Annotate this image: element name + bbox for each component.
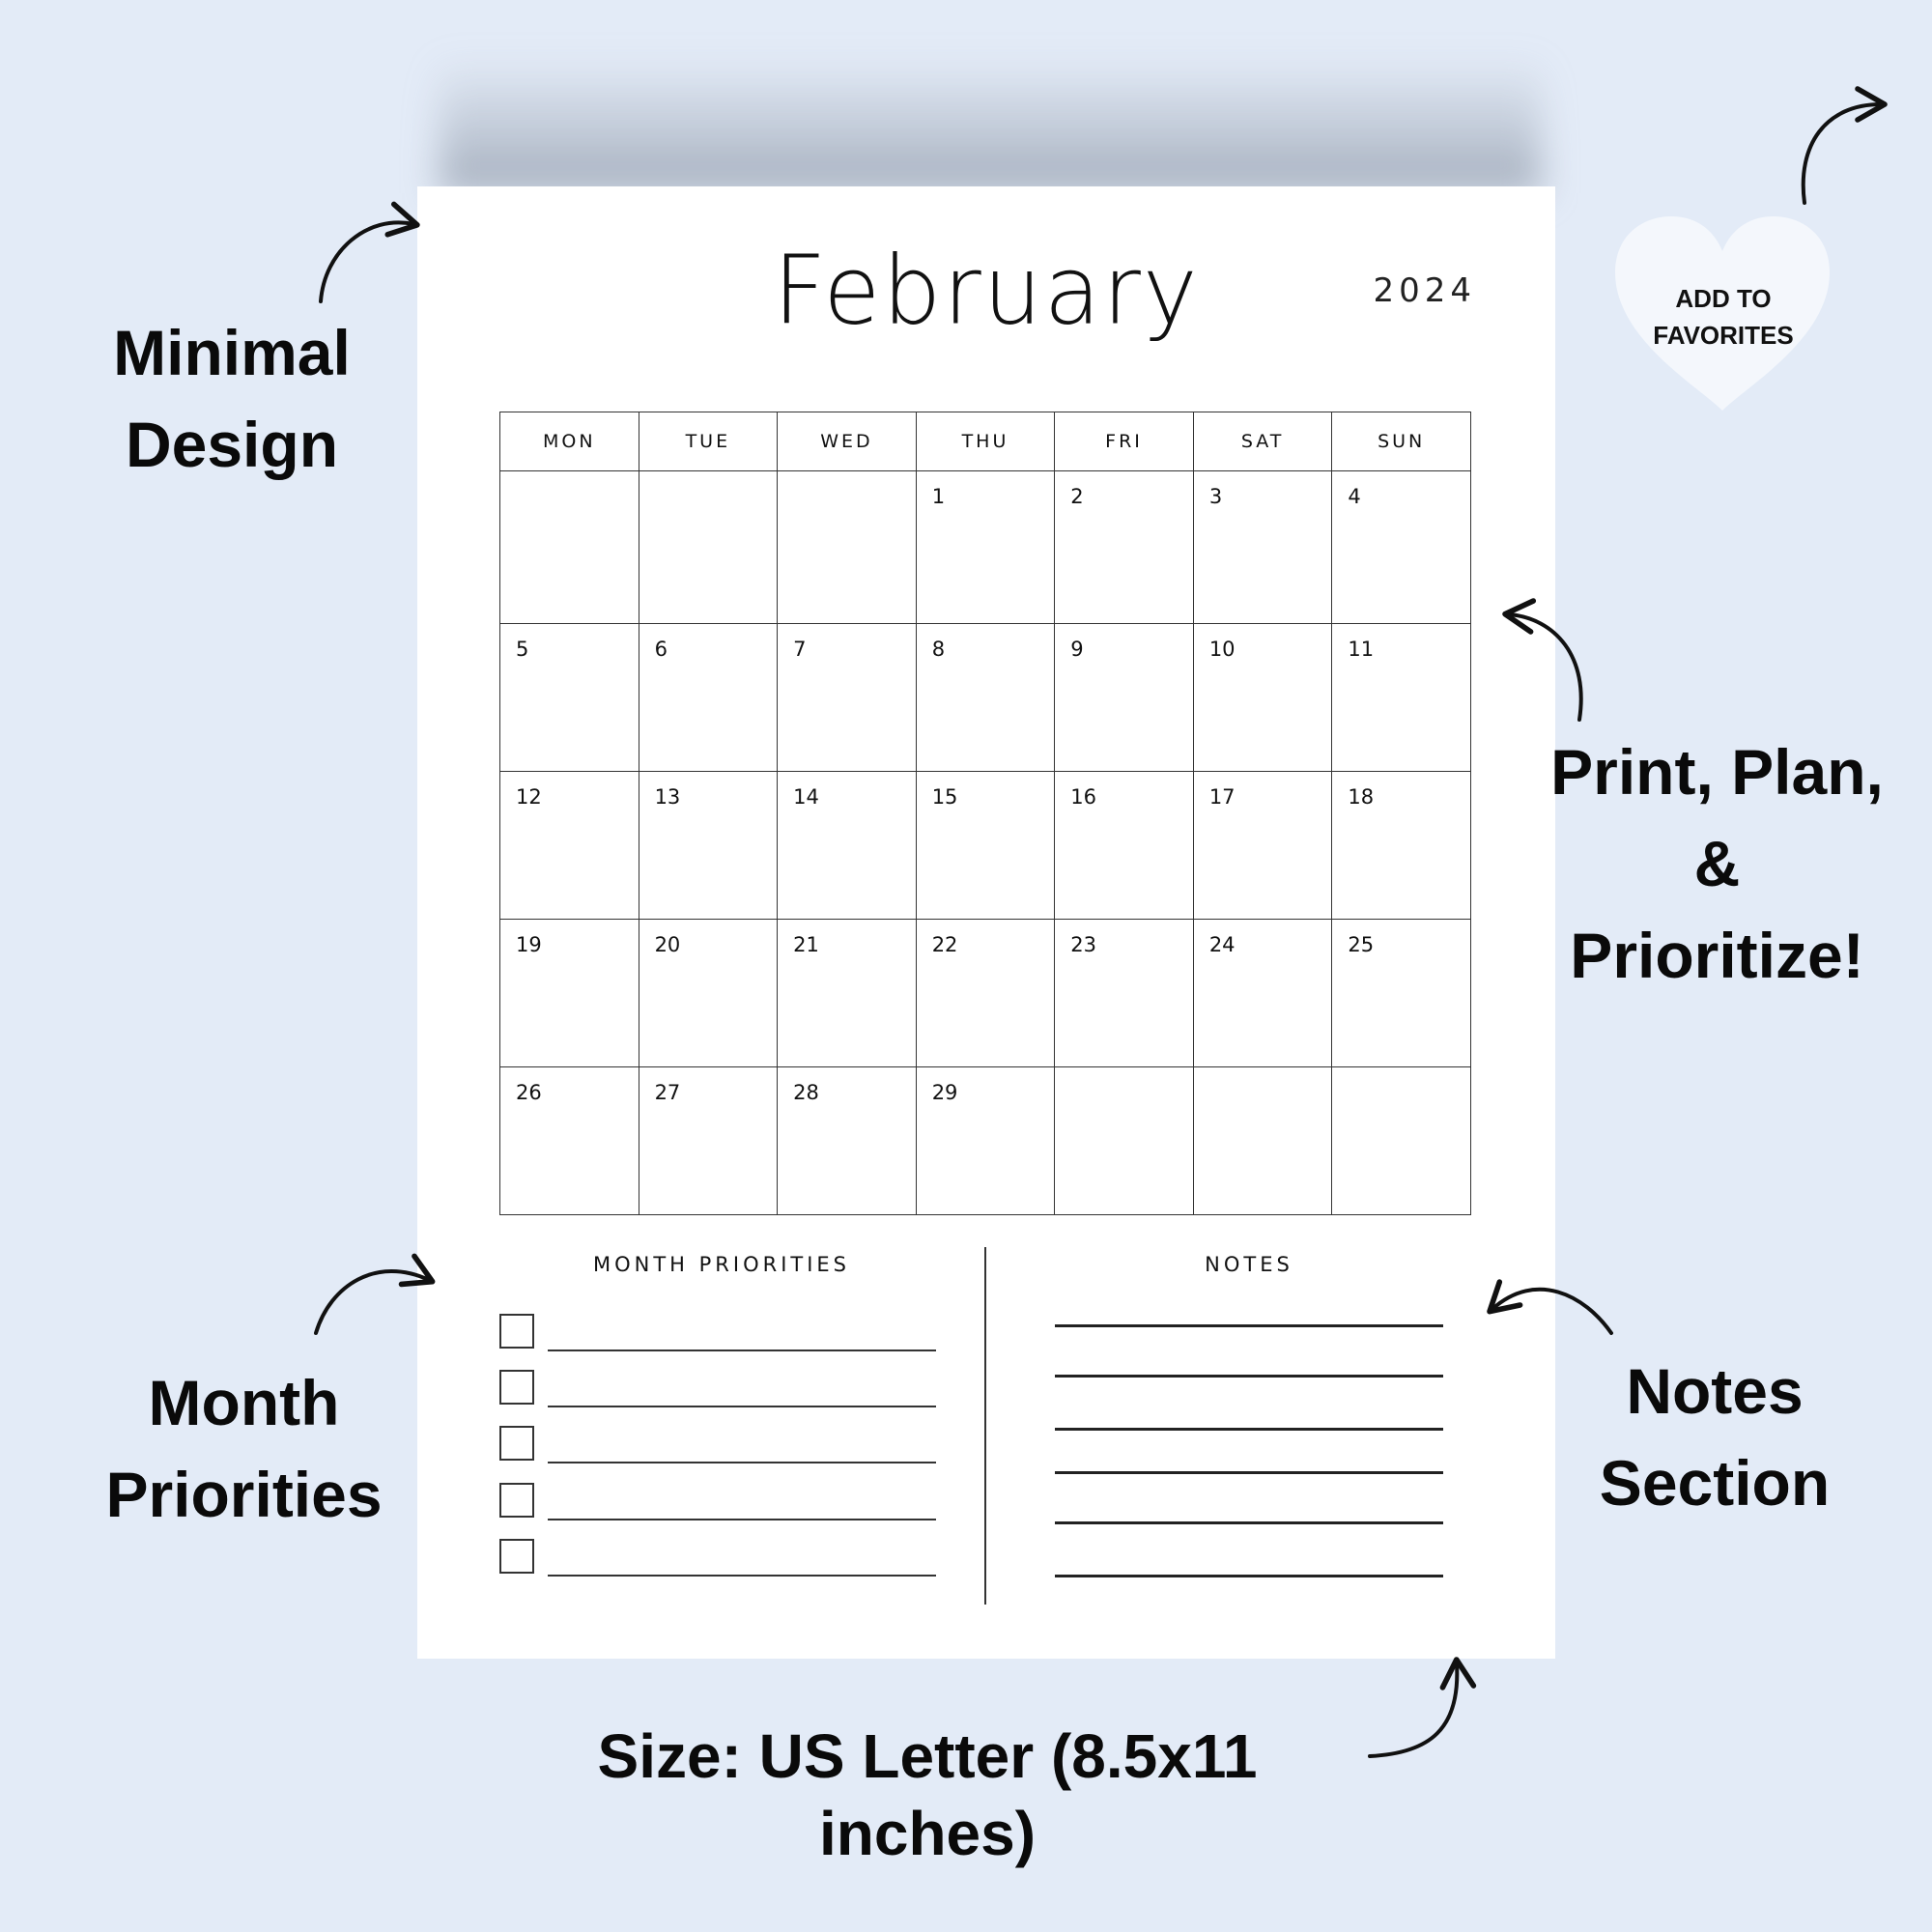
day-cell <box>1332 1067 1471 1215</box>
priority-line <box>548 1462 936 1463</box>
add-to-favorites-button[interactable] <box>1611 280 1835 354</box>
week-row <box>500 471 1471 624</box>
label-line: Design <box>125 409 339 480</box>
day-cell: 14 <box>778 772 917 920</box>
day-cell: 26 <box>500 1067 639 1215</box>
day-cell <box>778 471 917 624</box>
day-cell: 27 <box>639 1067 778 1215</box>
priority-line <box>548 1406 936 1407</box>
weekday-header: TUE <box>639 412 778 471</box>
weekday-header-row <box>500 412 1471 471</box>
day-cell: 13 <box>639 772 778 920</box>
weekday-header: FRI <box>1055 412 1194 471</box>
day-cell: 25 <box>1332 920 1471 1067</box>
arrow-month-priorities <box>316 1271 429 1333</box>
day-cell <box>1055 1067 1194 1215</box>
favorites-line: FAVORITES <box>1653 321 1794 350</box>
label-line: Notes <box>1626 1355 1804 1427</box>
week-row <box>500 772 1471 920</box>
month-title: February <box>773 235 1200 347</box>
priorities-title: MONTH PRIORITIES <box>592 1253 851 1276</box>
notes-line <box>1055 1521 1443 1524</box>
priority-item <box>499 1314 944 1352</box>
notes-line <box>1055 1324 1443 1327</box>
priority-item <box>499 1426 944 1464</box>
day-cell: 22 <box>916 920 1055 1067</box>
day-cell: 7 <box>778 624 917 772</box>
day-cell <box>500 471 639 624</box>
priority-checkbox[interactable] <box>499 1483 534 1518</box>
priority-line <box>548 1350 936 1351</box>
priority-item <box>499 1483 944 1521</box>
notes-section-label <box>1570 1346 1860 1529</box>
day-cell: 2 <box>1055 471 1194 624</box>
label-line: Prioritize! <box>1570 920 1864 991</box>
label-line: Minimal <box>113 317 351 388</box>
priority-checkbox[interactable] <box>499 1539 534 1574</box>
favorites-line: ADD TO <box>1675 284 1772 313</box>
day-cell: 28 <box>778 1067 917 1215</box>
planner-page <box>417 186 1555 1659</box>
day-cell: 24 <box>1193 920 1332 1067</box>
day-cell: 18 <box>1332 772 1471 920</box>
weekday-header: MON <box>500 412 639 471</box>
priority-line <box>548 1519 936 1520</box>
year-label: 2024 <box>1373 271 1476 310</box>
arrow-favorites <box>1804 104 1881 203</box>
day-cell: 20 <box>639 920 778 1067</box>
day-cell: 3 <box>1193 471 1332 624</box>
day-cell: 4 <box>1332 471 1471 624</box>
notes-line <box>1055 1575 1443 1577</box>
size-label: Size: US Letter (8.5x11 inches) <box>597 1721 1258 1868</box>
priority-checkbox[interactable] <box>499 1314 534 1349</box>
notes-title: NOTES <box>1205 1253 1293 1276</box>
day-cell <box>639 471 778 624</box>
label-line: Month <box>148 1367 340 1438</box>
priority-item <box>499 1539 944 1577</box>
day-cell: 5 <box>500 624 639 772</box>
day-cell <box>1193 1067 1332 1215</box>
notes-line <box>1055 1375 1443 1378</box>
day-cell: 1 <box>916 471 1055 624</box>
day-cell: 8 <box>916 624 1055 772</box>
priority-checkbox[interactable] <box>499 1370 534 1405</box>
weekday-header: SUN <box>1332 412 1471 471</box>
label-line: Priorities <box>105 1459 383 1530</box>
day-cell: 29 <box>916 1067 1055 1215</box>
day-cell: 21 <box>778 920 917 1067</box>
notes-line <box>1055 1471 1443 1474</box>
weekday-header: WED <box>778 412 917 471</box>
notes-line <box>1055 1428 1443 1431</box>
month-priorities-label <box>97 1357 391 1541</box>
weekday-header: THU <box>916 412 1055 471</box>
day-cell: 17 <box>1193 772 1332 920</box>
week-row <box>500 1067 1471 1215</box>
page-shadow <box>440 58 1541 193</box>
week-row <box>500 920 1471 1067</box>
priority-item <box>499 1370 944 1408</box>
arrow-minimal-design <box>321 222 413 301</box>
week-row <box>500 624 1471 772</box>
priority-checkbox[interactable] <box>499 1426 534 1461</box>
day-cell: 15 <box>916 772 1055 920</box>
day-cell: 10 <box>1193 624 1332 772</box>
arrow-size <box>1370 1663 1457 1756</box>
day-cell: 12 <box>500 772 639 920</box>
day-cell: 19 <box>500 920 639 1067</box>
label-line: & <box>1693 828 1741 899</box>
calendar-grid <box>499 412 1471 1215</box>
label-line: Print, Plan, <box>1550 736 1884 808</box>
section-divider <box>984 1247 986 1605</box>
day-cell: 11 <box>1332 624 1471 772</box>
day-cell: 6 <box>639 624 778 772</box>
weekday-header: SAT <box>1193 412 1332 471</box>
priority-line <box>548 1575 936 1577</box>
day-cell: 23 <box>1055 920 1194 1067</box>
label-line: Section <box>1599 1447 1831 1519</box>
day-cell: 9 <box>1055 624 1194 772</box>
day-cell: 16 <box>1055 772 1194 920</box>
minimal-design-label <box>92 307 372 491</box>
print-plan-prioritize-label <box>1550 726 1884 1002</box>
